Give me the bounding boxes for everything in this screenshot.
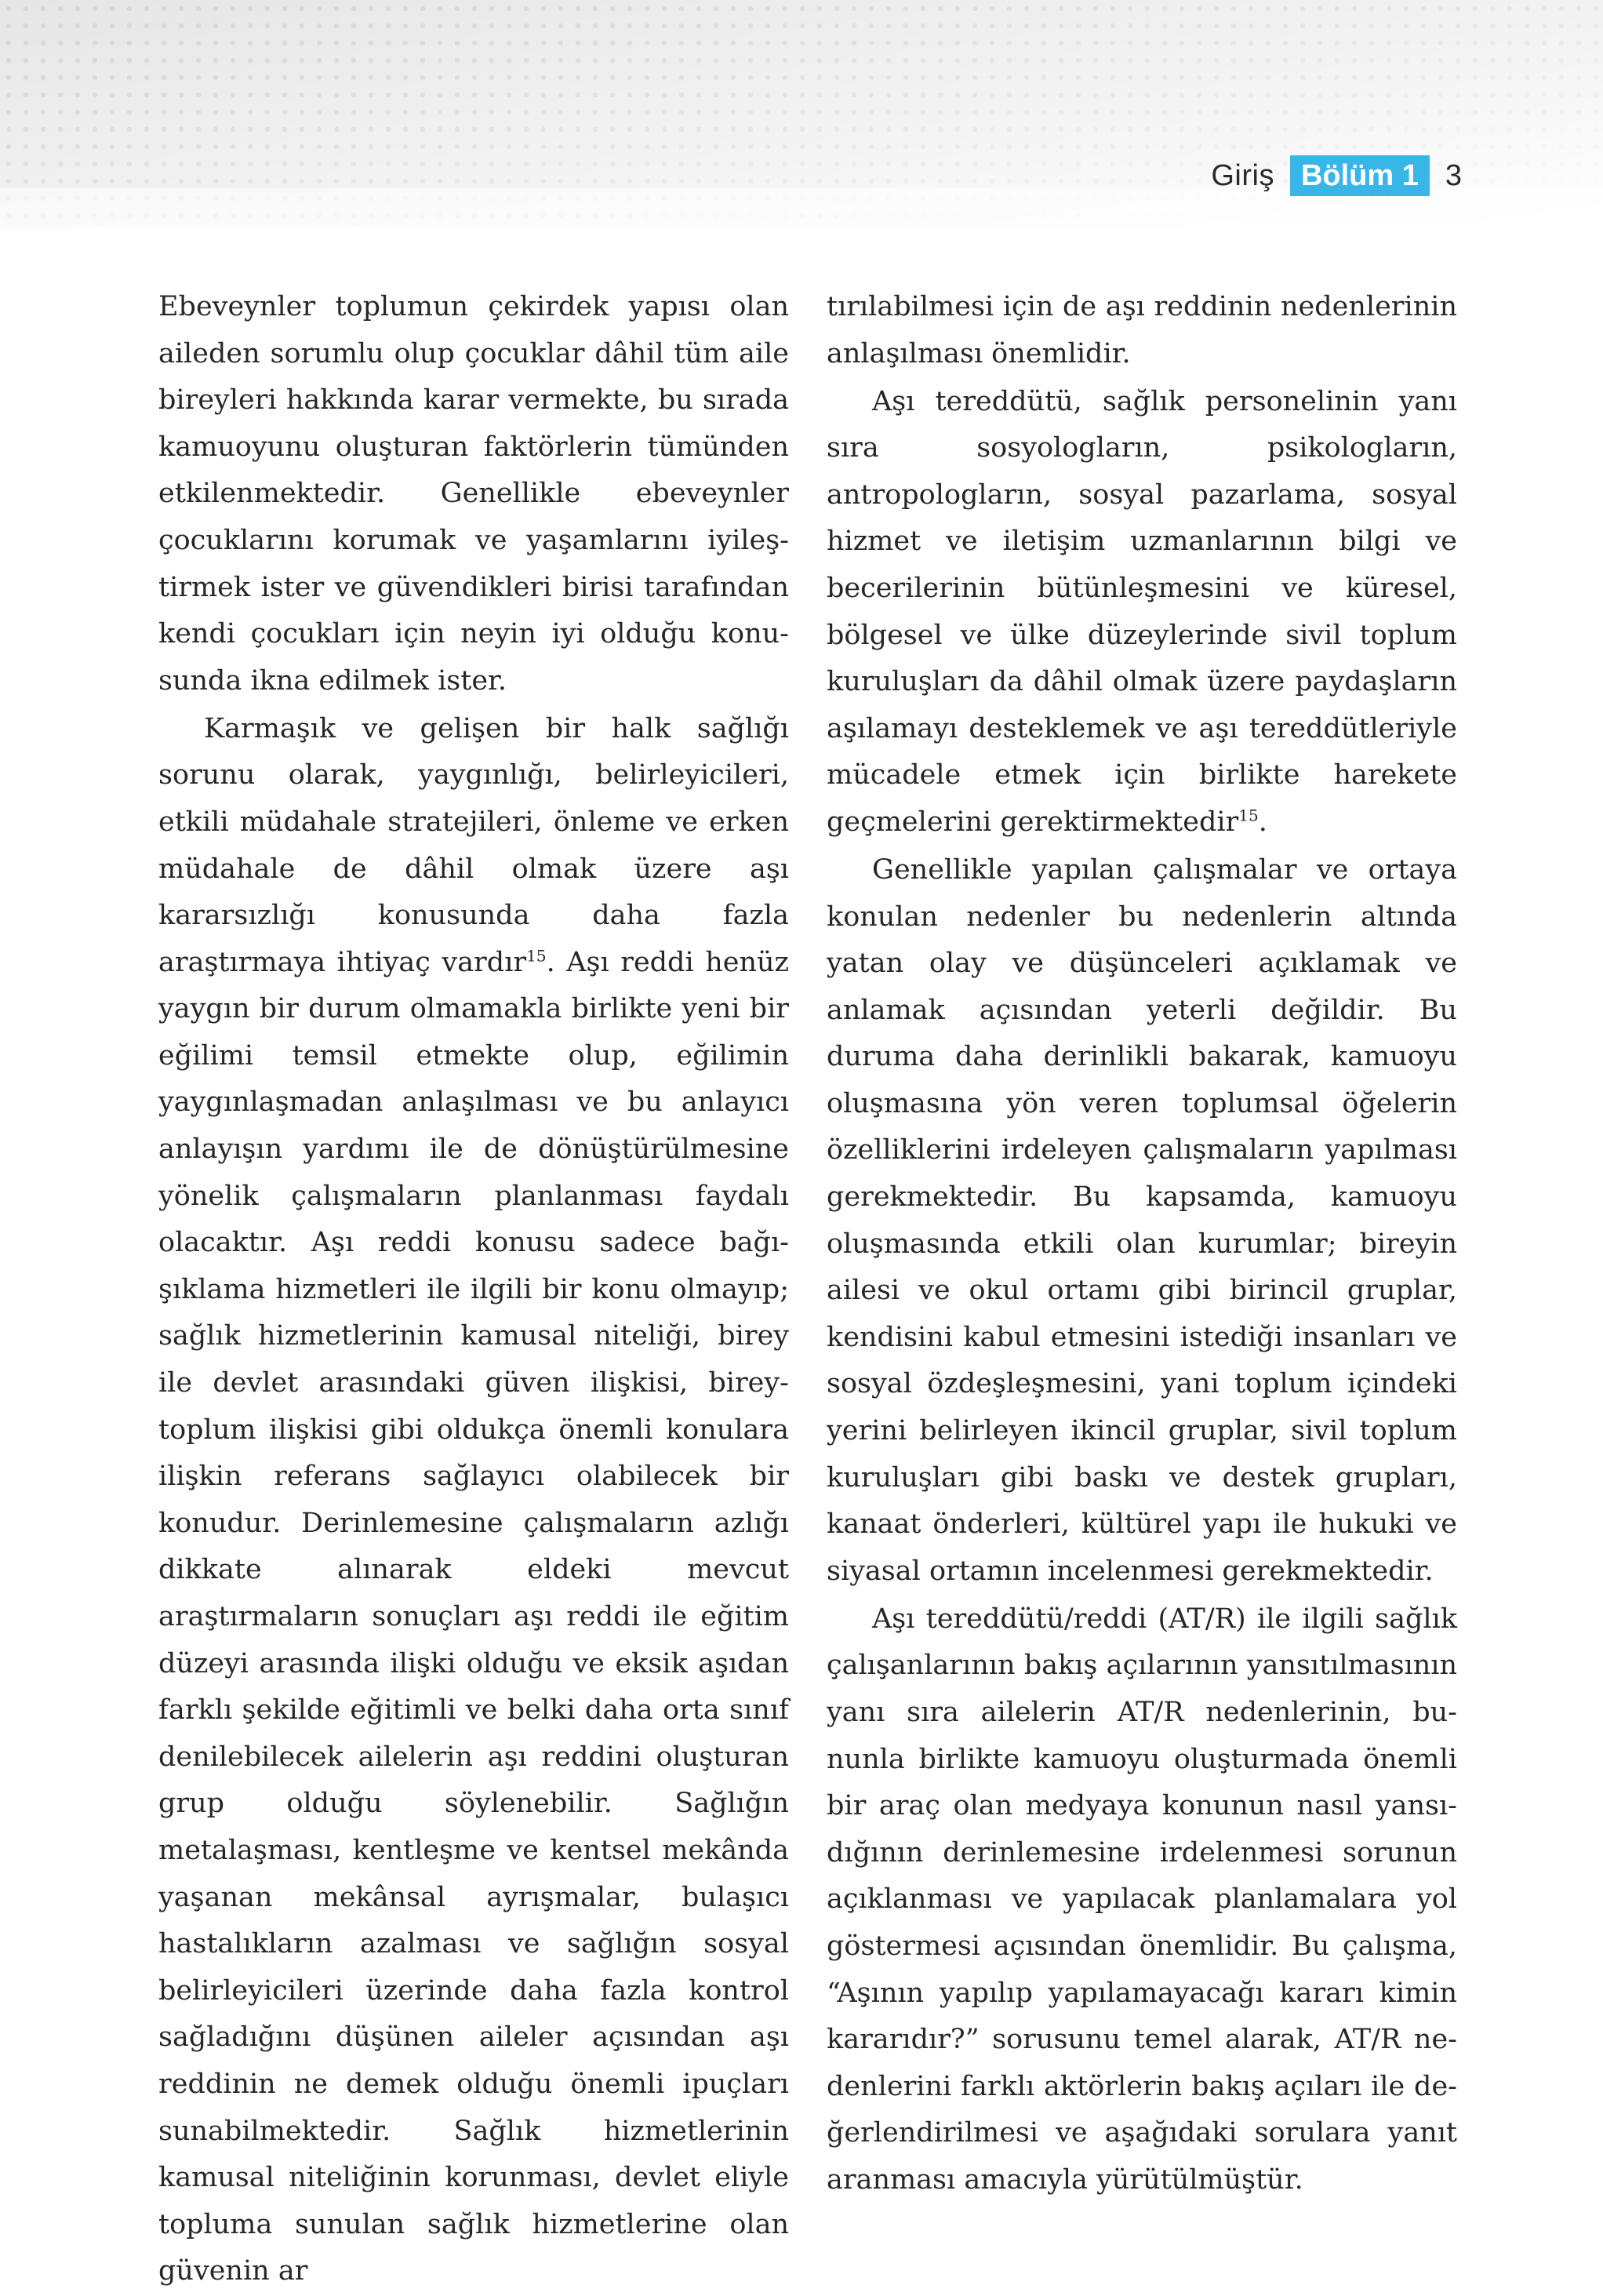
paragraph: Ebeveynler toplumun çekirdek yapısı olan aileden sorumlu olup çocuklar dâhil tüm aile bireyleri hakkında karar vermekte, bu sırada kamuoyunu oluşturan faktörlerin tümünden etkilenmektedir. Genellikle ebeveynler çocuklarını korumak ve yaşamlarını iyileştirmek ister ve güvendikleri birisi tarafından kendi çocukları için neyin iyi olduğu konusunda ikna edilmek ister.: [158, 291, 789, 697]
citation-ref: 15: [1238, 806, 1259, 825]
paragraph-text: Aşı tereddütü, sağlık personelinin yanı sıra sosyologların, psikologların, antropologların, sosyal pazarlama, sosyal hizmet ve iletişim uzmanlarının bilgi ve becerilerinin bütünleşmesini ve küresel, bölgesel ve ülke düzeylerinde sivil toplum kuruluşları da dâhil olmak üzere paydaşların aşılamayı desteklemek ve aşı tereddütleriyle mücadele etmek için birlikte harekete geçmelerini gerektirmektedir: [827, 385, 1457, 838]
left-text-column: [158, 284, 789, 2296]
paragraph-text: .: [1258, 806, 1267, 838]
paragraph-text: Karmaşık ve gelişen bir halk sağlığı sorunu olarak, yaygınlığı, belirleyicileri, etkili müdahale stratejileri, önleme ve erken müdahale de dâhil olmak üzere aşı kararsızlığı konusunda daha fazla araştırmaya ihtiyaç vardır: [158, 712, 789, 978]
section-title: Giriş: [1211, 158, 1274, 192]
paragraph: Aşı tereddütü/reddi (AT/R) ile ilgili sağlık çalışanlarının bakış açılarının yansıtılmasının yanı sıra ailelerin AT/R nedenlerinin, bununla birlikte kamuoyu oluşturmada önemli bir araç olan medyaya konunun nasıl yansıdığının derinlemesine irdelenmesi sorunun açıklanması ve yapılacak planlamalara yol göstermesi açısından önemlidir. Bu çalışma, “Aşının yapılıp yapılamayacağı kararı kimin kararıdır?” sorusunu temel alarak, AT/R nedenlerini farklı aktörlerin bakış açıları ile değerlendirilmesi ve aşağıdaki sorulara yanıt aranması amacıyla yürütülmüştür.: [827, 1603, 1457, 2196]
paragraph-text: . Aşı reddi henüz yaygın bir durum olmamakla birlikte yeni bir eğilimi temsil etmekte olup, eğilimin yaygınlaşmadan anlaşılması ve bu anlayıcı anlayışın yardımı ile de dönüştürülmesine yönelik çalışmaların planlanması faydalı olacaktır. Aşı reddi konusu sadece bağışıklama hizmetleri ile ilgili bir konu olmayıp; sağlık hizmetlerinin kamusal niteliği, birey ile devlet arasındaki güven ilişkisi, birey-toplum ilişkisi gibi oldukça önemli konulara ilişkin referans sağlayıcı olabilecek bir konudur. Derinlemesine çalışmaların azlığı dikkate alınarak eldeki mevcut araştırmaların sonuçları aşı reddi ile eğitim düzeyi arasında ilişki olduğu ve eksik aşıdan farklı şekilde eğitimli ve belki daha orta sınıf denilebilecek ailelerin aşı reddini oluşturan grup olduğu söylenebilir. Sağlığın metalaşması, kentleşme ve kentsel mekânda yaşanan mekânsal ayrışmalar, bulaşıcı hastalıkların azalması ve sağlığın sosyal belirleyicileri üzerinde daha fazla kontrol sağladığını düşünen aileler açısından aşı reddinin ne demek olduğu önemli ipuçları sunabilmektedir. Sağlık hizmetlerinin kamusal niteliğinin korunması, devlet eliyle topluma sunulan sağlık hizmetlerine olan güvenin ar: [158, 946, 789, 2287]
paragraph: [158, 706, 789, 2295]
running-header: [1211, 154, 1462, 198]
paragraph: tırılabilmesi için de aşı reddinin nedenlerinin anlaşılması önemlidir.: [827, 291, 1457, 369]
chapter-badge: Bölüm 1: [1290, 155, 1430, 196]
page-number: 3: [1445, 158, 1462, 192]
paragraph: Genellikle yapılan çalışmalar ve ortaya konulan nedenler bu nedenlerin altında yatan olay ve düşünceleri açıklamak ve anlamak açısından yeterli değildir. Bu duruma daha derinlikli bakarak, kamuoyu oluşmasına yön veren toplumsal öğelerin özelliklerini irdeleyen çalışmaların yapılması gerekmektedir. Bu kapsamda, kamuoyu oluşmasında etkili olan kurumlar; bireyin ailesi ve okul ortamı gibi birincil gruplar, kendisini kabul etmesini istediği insanları ve sosyal özdeşleşmesini, yani toplum içindeki yerini belirleyen ikincil gruplar, sivil toplum kuruluşları gibi baskı ve destek grupları, kanaat önderleri, kültürel yapı ile hukuki ve siyasal ortamın incelenmesi gerekmektedir.: [827, 853, 1457, 1587]
right-text-column: [827, 284, 1457, 2205]
citation-ref: 15: [526, 946, 547, 966]
paragraph: [827, 379, 1457, 846]
